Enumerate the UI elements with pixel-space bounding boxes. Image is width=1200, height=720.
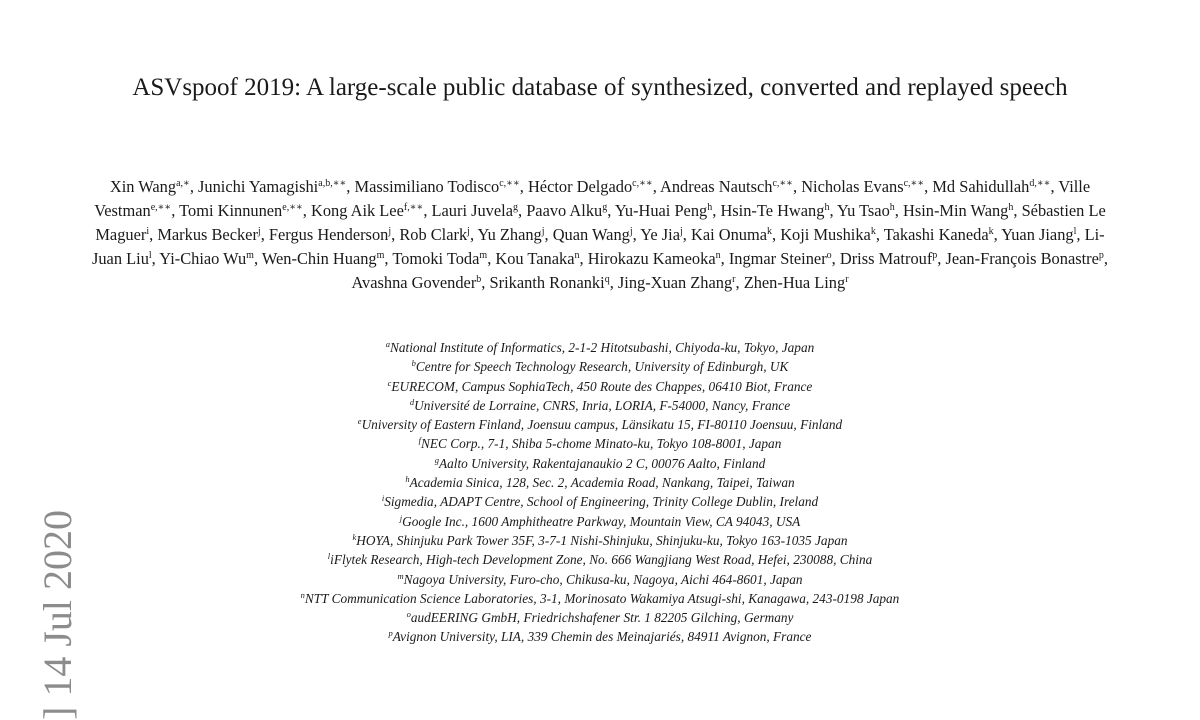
author-affiliation-marker: f,∗∗: [403, 202, 424, 213]
affiliation-marker: p: [388, 628, 393, 639]
affiliation-text: EURECOM, Campus SophiaTech, 450 Route des Chappes, 06410 Biot, France: [391, 378, 813, 394]
author: [355, 177, 520, 196]
author-affiliation-marker: p: [932, 250, 938, 261]
author: [110, 177, 190, 196]
author-affiliation-marker: k: [988, 226, 994, 237]
author-affiliation-marker: p: [1098, 250, 1104, 261]
author-affiliation-marker: h: [889, 202, 895, 213]
author-name: Koji Mushika: [780, 225, 871, 244]
arxiv-stamp-text: ] 14 Jul 2020: [35, 509, 80, 720]
author-affiliation-marker: q: [604, 274, 610, 285]
author-name: Xin Wang: [109, 177, 177, 196]
author: [640, 225, 683, 244]
affiliation-line: [150, 434, 1050, 453]
author-affiliation-marker: a,b,∗∗: [318, 178, 347, 189]
author-name: Yu Tsao: [837, 201, 890, 220]
author-affiliation-marker: e,∗∗: [282, 202, 303, 213]
author-name: Driss Matrouf: [839, 249, 933, 268]
author-affiliation-marker: m: [479, 250, 488, 261]
author-affiliation-marker: m: [246, 250, 254, 261]
author: [495, 249, 579, 268]
author-name: Rob Clark: [399, 225, 468, 244]
affiliation-marker: m: [397, 570, 404, 581]
affiliation-marker: c: [387, 377, 392, 388]
affiliation-line: [150, 512, 1050, 531]
arxiv-stamp-date: 14 Jul 2020: [35, 509, 80, 697]
author-affiliation-marker: c,∗∗: [499, 178, 520, 189]
author-name: Nicholas Evans: [801, 177, 904, 196]
affiliation-text: Sigmedia, ADAPT Centre, School of Engineering, Trinity College Dublin, Ireland: [384, 494, 819, 510]
affiliation-marker: n: [300, 589, 305, 600]
affiliation-marker: i: [381, 493, 385, 504]
affiliation-line: [150, 492, 1050, 511]
author-name: Hsin-Te Hwang: [720, 201, 825, 220]
affiliation-marker: o: [406, 609, 411, 620]
affiliation-text: Academia Sinica, 128, Sec. 2, Academia Road, Nankang, Taipei, Taiwan: [409, 475, 795, 491]
author-name: Andreas Nautsch: [660, 177, 773, 196]
affiliation-marker: f: [418, 435, 422, 446]
author-name: Paavo Alku: [526, 201, 603, 220]
affiliation-line: [150, 454, 1050, 473]
author-name: Tomoki Toda: [392, 249, 480, 268]
affiliation-marker: d: [409, 396, 415, 407]
author: [618, 273, 736, 292]
author-affiliation-marker: h: [824, 202, 830, 213]
author-name: Quan Wang: [552, 225, 630, 244]
author: [490, 273, 610, 292]
author: [840, 249, 937, 268]
affiliation-line: [150, 377, 1050, 396]
author-affiliation-marker: g: [602, 202, 608, 213]
author: [615, 201, 712, 220]
author: [262, 249, 385, 268]
author-affiliation-marker: r: [732, 274, 736, 285]
author: [884, 225, 994, 244]
author: [801, 177, 924, 196]
author-affiliation-marker: d,∗∗: [1029, 178, 1051, 189]
affiliation-line: [150, 570, 1050, 589]
author-name: Ye Jia: [640, 225, 681, 244]
author-name: Wen-Chin Huang: [261, 249, 377, 268]
affiliation-marker: g: [434, 454, 439, 465]
author-affiliation-marker: h: [707, 202, 713, 213]
author-name: Hsin-Min Wang: [902, 201, 1009, 220]
author-affiliation-marker: i: [146, 226, 150, 237]
author-name: Ville Vestman: [94, 177, 1091, 220]
author-affiliation-marker: l: [1073, 226, 1077, 237]
author-affiliation-marker: k: [870, 226, 876, 237]
author-list: Xin Wang$^{a,∗}$, Junichi Yamagishi$^{a,b,∗∗}$, Massimiliano Todisco$^{c,∗∗}$, Héctor Delgado$^{c,∗∗}$, Andreas Nautsch$^{c,∗∗}$, Nicholas Evans$^{c,∗∗}$, Md Sahidullah$^{d,∗∗}$, Ville Vestman$^{e,∗∗}$, Tomi Kinnunen$^{e,∗∗}$, Kong Aik Lee$^{f,∗∗}$, Lauri Juvela$^g$, Paavo Alku$^g$, Yu-Huai Peng$^h$, Hsin-Te Hwang$^h$, Yu Tsao$^h$, Hsin-Min Wang$^h$, Sébastien Le Maguer$^i$, Markus Becker$^j$, Fergus Henderson$^j$, Rob Clark$^j$, Yu Zhang$^j$, Quan Wang$^j$, Ye Jia$^j$, Kai Onuma$^k$, Koji Mushika$^k$, Takashi Kaneda$^k$, Yuan Jiang$^l$, Li-Juan Liu$^l$, Yi-Chiao Wu$^m$, Wen-Chin Huang$^m$, Tomoki Toda$^m$, Kou Tanaka$^n$, Hirokazu Kameoka$^n$, Ingmar Steiner$^o$, Driss Matrouf$^p$, Jean-François Bonastre$^p$, Avashna Govender$^b$, Srikanth Ronanki$^q$, Jing-Xuan Zhang$^r$, Zhen-Hua Ling$^r$: [91, 177, 1108, 292]
affiliation-text: Université de Lorraine, CNRS, Inria, LORIA, F-54000, Nancy, France: [414, 397, 791, 413]
author: [432, 201, 518, 220]
affiliation-text: Centre for Speech Technology Research, University of Edinburgh, UK: [415, 359, 789, 375]
affiliation-text: iFlytek Research, High-tech Development Zone, No. 666 Wangjiang West Road, Hefei, 230088, China: [330, 552, 873, 568]
author-affiliation-marker: e,∗∗: [150, 202, 172, 213]
arxiv-side-stamp: [28, 420, 88, 720]
affiliation-line: [150, 589, 1050, 608]
affiliation-line: [150, 415, 1050, 434]
author-name: Markus Becker: [157, 225, 258, 244]
author: [588, 249, 721, 268]
author-name: Yuan Jiang: [1001, 225, 1074, 244]
affiliation-line: [150, 608, 1050, 627]
author: [528, 177, 653, 196]
affiliation-marker: e: [357, 416, 362, 427]
author-affiliation-marker: c,∗∗: [632, 178, 653, 189]
affiliation-line: [150, 627, 1050, 646]
author-affiliation-marker: c,∗∗: [772, 178, 793, 189]
author: [903, 201, 1013, 220]
author: [837, 201, 895, 220]
author: [198, 177, 346, 196]
author: [157, 225, 260, 244]
author-name: Tomi Kinnunen: [179, 201, 283, 220]
affiliation-line: [150, 396, 1050, 415]
author-name: Li-Juan Liu: [91, 225, 1105, 268]
author-affiliation-marker: l: [148, 250, 152, 261]
author: [660, 177, 793, 196]
author: [159, 249, 254, 268]
author: [744, 273, 849, 292]
author-affiliation-marker: r: [845, 274, 849, 285]
author: [269, 225, 391, 244]
author-affiliation-marker: j: [541, 226, 545, 237]
affiliation-text: Avignon University, LIA, 339 Chemin des Meinajariés, 84911 Avignon, France: [392, 629, 812, 645]
affiliation-line: [150, 531, 1050, 550]
author-name: Yu-Huai Peng: [614, 201, 708, 220]
author-affiliation-marker: j: [257, 226, 261, 237]
affiliation-line: [150, 357, 1050, 376]
author-name: Lauri Juvela: [431, 201, 513, 220]
author-affiliation-marker: h: [1008, 202, 1014, 213]
author: [780, 225, 876, 244]
author-name: Jean-François Bonastre: [945, 249, 1099, 268]
author-name: Junichi Yamagishi: [198, 177, 319, 196]
author-name: Fergus Henderson: [268, 225, 389, 244]
author-name: Yi-Chiao Wu: [159, 249, 247, 268]
author-affiliation-marker: j: [680, 226, 683, 237]
affiliation-marker: b: [411, 358, 416, 369]
affiliation-text: University of Eastern Finland, Joensuu campus, Länsikatu 15, FI-80110 Joensuu, Finland: [361, 417, 843, 433]
author-name: Kong Aik Lee: [311, 201, 404, 220]
author: [526, 201, 607, 220]
author: [179, 201, 303, 220]
affiliation-marker: a: [385, 339, 390, 349]
author: [553, 225, 633, 244]
author-affiliation-marker: o: [826, 250, 832, 261]
affiliation-text: audEERING GmbH, Friedrichshafener Str. 1 82205 Gilching, Germany: [410, 610, 794, 626]
author: [729, 249, 832, 268]
affiliation-text: Google Inc., 1600 Amphitheatre Parkway, Mountain View, CA 94043, USA: [402, 513, 801, 529]
author: [478, 225, 545, 244]
author-affiliation-marker: k: [767, 226, 773, 237]
author-name: Zhen-Hua Ling: [743, 273, 846, 292]
author-name: Sébastien Le Maguer: [95, 201, 1106, 244]
author-name: Yu Zhang: [477, 225, 542, 244]
affiliation-line: [150, 338, 1050, 357]
author-name: Kai Onuma: [691, 225, 768, 244]
affiliation-marker: k: [352, 531, 357, 542]
affiliation-text: NEC Corp., 7-1, Shiba 5-chome Minato-ku, Tokyo 108-8001, Japan: [421, 436, 782, 452]
author-name: Md Sahidullah: [932, 177, 1030, 196]
affiliation-text: Nagoya University, Furo-cho, Chikusa-ku, Nagoya, Aichi 464-8601, Japan: [403, 571, 803, 587]
author-name: Avashna Govender: [351, 273, 477, 292]
author: [392, 249, 487, 268]
author-affiliation-marker: j: [388, 226, 392, 237]
author-name: Massimiliano Todisco: [354, 177, 500, 196]
author: [311, 201, 423, 220]
author: [1001, 225, 1076, 244]
affiliation-line: [150, 473, 1050, 492]
author-name: Takashi Kaneda: [883, 225, 989, 244]
paper-title: ASVspoof 2019: A large-scale public database of synthesized, converted and replayed speech: [132, 74, 1068, 101]
affiliation-marker: l: [327, 551, 331, 562]
author: [932, 177, 1050, 196]
author: [691, 225, 772, 244]
affiliation-text: Aalto University, Rakentajanaukio 2 C, 00076 Aalto, Finland: [439, 455, 766, 471]
author-affiliation-marker: c,∗∗: [903, 178, 925, 189]
affiliation-text: NTT Communication Science Laboratories, 3-1, Morinosato Wakamiya Atsugi-shi, Kanagawa, 243-0198 Japan: [304, 590, 900, 606]
author-name: Kou Tanaka: [495, 249, 575, 268]
author: [720, 201, 829, 220]
author-affiliation-marker: n: [574, 250, 580, 261]
author-affiliation-marker: n: [715, 250, 721, 261]
author-name: Jing-Xuan Zhang: [617, 273, 733, 292]
author-name: Héctor Delgado: [527, 177, 633, 196]
affiliation-text: HOYA, Shinjuku Park Tower 35F, 3-7-1 Nishi-Shinjuku, Shinjuku-ku, Tokyo 163-1035 Japan: [356, 532, 848, 548]
author-name: Srikanth Ronanki: [489, 273, 605, 292]
author-affiliation-marker: b: [476, 274, 482, 285]
author-affiliation-marker: j: [629, 226, 633, 237]
affiliation-line: [150, 550, 1050, 569]
author-affiliation-marker: g: [512, 202, 518, 213]
affiliation-list: [150, 338, 1050, 647]
affiliation-marker: j: [399, 512, 403, 523]
author-name: Ingmar Steiner: [728, 249, 827, 268]
author: [351, 273, 481, 292]
author: [946, 249, 1104, 268]
author: [399, 225, 470, 244]
author-affiliation-marker: a,∗: [176, 178, 190, 189]
author-affiliation-marker: m: [376, 250, 385, 261]
author-affiliation-marker: j: [467, 226, 470, 237]
affiliation-text: National Institute of Informatics, 2-1-2 Hitotsubashi, Chiyoda-ku, Tokyo, Japan: [390, 340, 815, 355]
author-name: Hirokazu Kameoka: [587, 249, 716, 268]
affiliation-marker: h: [405, 474, 410, 485]
